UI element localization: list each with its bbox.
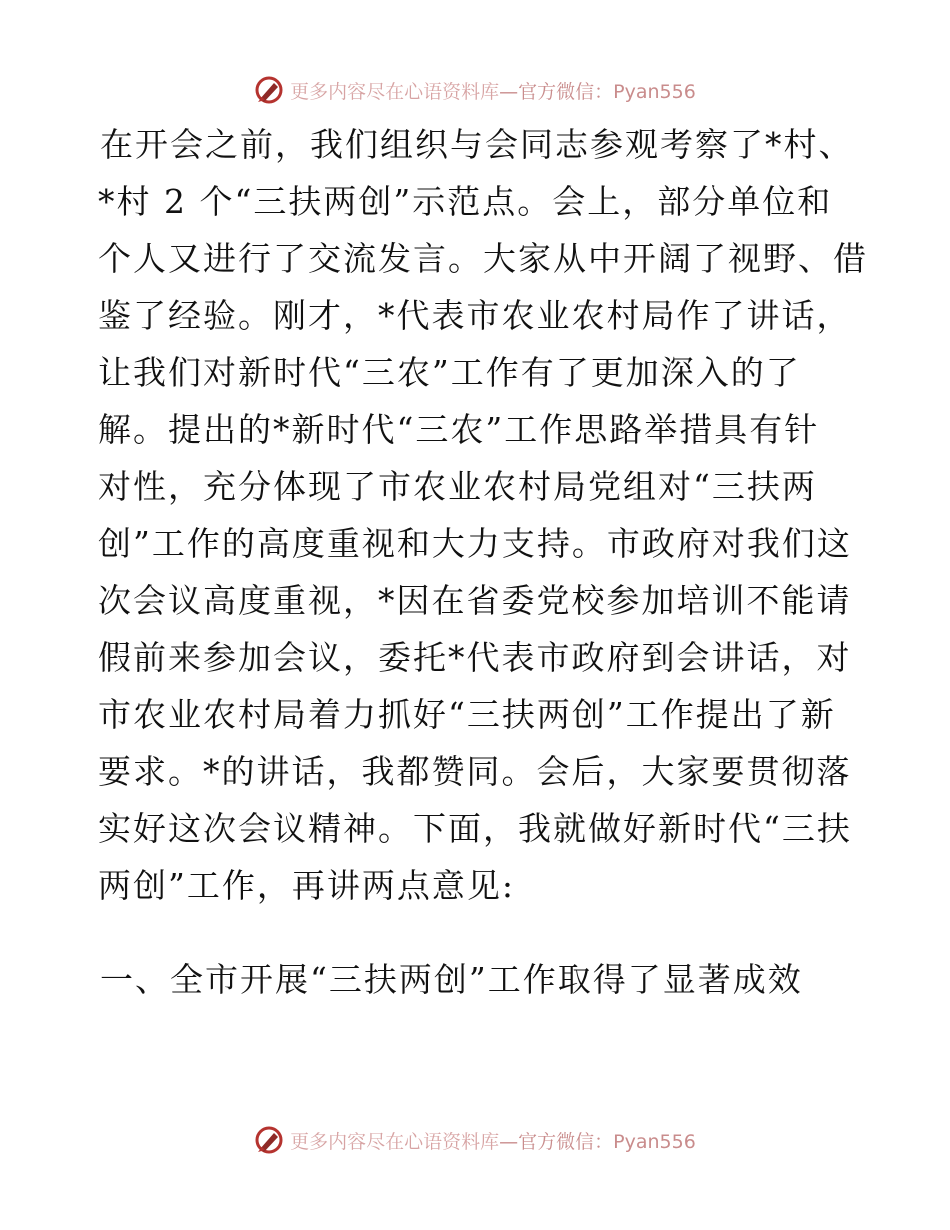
body-line: *村 2 个“三扶两创”示范点。会上，部分单位和	[98, 182, 833, 221]
body-line: 对性，充分体现了市农业农村局党组对“三扶两	[98, 467, 817, 506]
body-line: 解。提出的*新时代“三农”工作思路举措具有针	[98, 410, 820, 449]
banner-text	[290, 77, 696, 104]
header-banner	[0, 70, 950, 110]
banner-text	[290, 1127, 696, 1154]
body-line: 让我们对新时代“三农”工作有了更加深入的了	[98, 353, 801, 392]
body-line: 个人又进行了交流发言。大家从中开阔了视野、借	[98, 239, 868, 278]
banner-wechat-text: —官方微信：Pyan556	[499, 1130, 696, 1153]
body-line: 实好这次会议精神。下面，我就做好新时代“三扶	[98, 809, 852, 848]
footer-banner	[0, 1120, 950, 1160]
body-line: 鉴了经验。刚才，*代表市农业农村局作了讲话，	[98, 296, 852, 335]
banner-lead-text: 更多内容尽在心语资料库	[290, 80, 500, 103]
body-line: 在开会之前，我们组织与会同志参观考察了*村、	[100, 125, 854, 164]
body-line: 假前来参加会议，委托*代表市政府到会讲话，对	[98, 638, 852, 677]
section-heading: 一、全市开展“三扶两创”工作取得了显著成效	[100, 960, 803, 999]
body-line: 创”工作的高度重视和大力支持。市政府对我们这	[98, 524, 852, 563]
banner-lead-text: 更多内容尽在心语资料库	[290, 1130, 500, 1153]
pen-circle-logo-icon	[254, 75, 284, 105]
banner-wechat-text: —官方微信：Pyan556	[499, 80, 696, 103]
body-line: 要求。*的讲话，我都赞同。会后，大家要贯彻落	[98, 752, 852, 791]
body-line: 次会议高度重视，*因在省委党校参加培训不能请	[98, 581, 852, 620]
pen-circle-logo-icon	[254, 1125, 284, 1155]
body-line: 两创”工作，再讲两点意见:	[98, 866, 515, 905]
body-line: 市农业农村局着力抓好“三扶两创”工作提出了新	[98, 695, 836, 734]
